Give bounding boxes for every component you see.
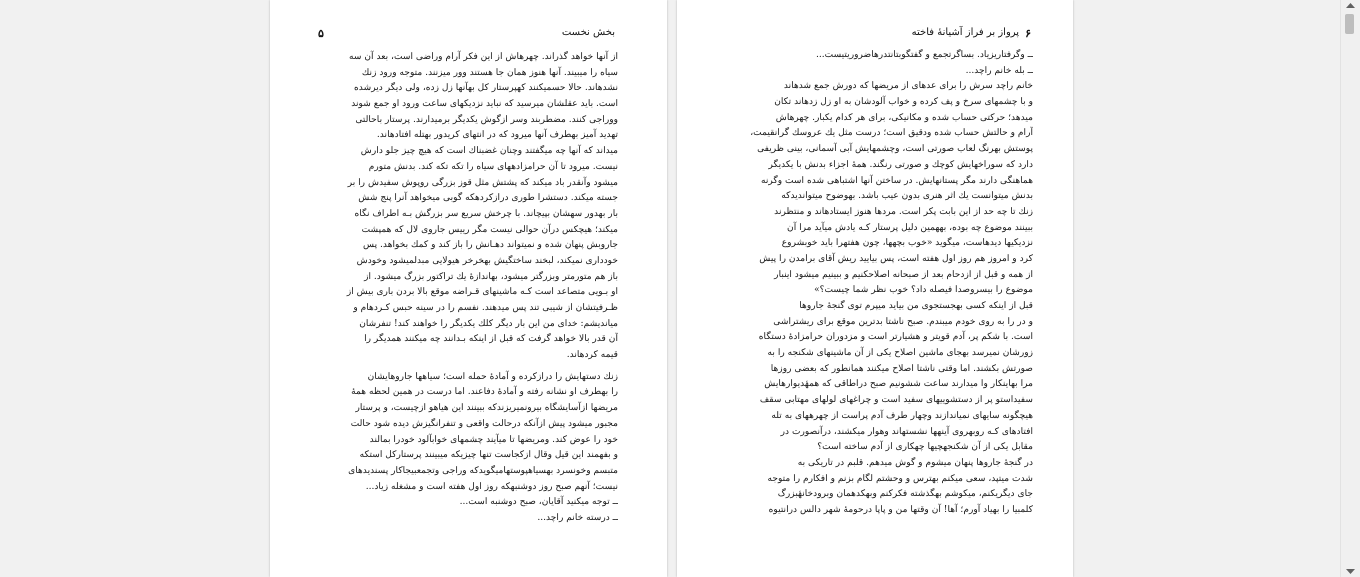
running-title: پرواز بر فراز آشیانهٔ فاخته: [911, 27, 1020, 38]
book-page-right: [677, 0, 1073, 577]
text-line: را بهطرف او نشانه رفته و آمادهٔ دفاعند. اما درست در همین لحظه همهٔ: [351, 387, 618, 398]
text-line: است. باید عقلشان میرسید که نباید نزدیکهای ساعت ورود او جمع شوند: [351, 99, 618, 110]
scrollbar-thumb[interactable]: [1345, 14, 1354, 34]
text-line: آن قدر بالا خواهد گرفت که قبل از اینکه بـدانند چه میکنند همدیگر را: [364, 334, 618, 345]
text-line: ــ توجه میکنید آقایان، صبح دوشنبه است...: [459, 497, 618, 508]
text-line: ــ وگرفتاریزیاد. بساگرتجمع و گفتگوبتانتدرهاضروریتیست...: [815, 50, 1033, 60]
page-header: [318, 27, 615, 40]
page-number: ۶: [1025, 27, 1031, 40]
text-line: قیمه کردهاند.: [566, 350, 618, 361]
text-line: مجبور میشود پیش ازآنکه درحالت واقعی و تنفرانگیزش دیده شود حالت: [350, 418, 618, 429]
text-line: نشدهاند. حالا حسمیکنند کهپرستار کل بهآنها زل زده، ولی دیگر دیرشده: [354, 83, 618, 94]
vertical-scrollbar[interactable]: [1340, 0, 1360, 577]
text-line: جاروبش پنهان شده و نمیتواند دهـانش را باز کند و کمك بخواهد. پس: [363, 240, 618, 251]
text-line: است. با شکم پر، آدم قویتر و هشیارتر است و مزدوران حرامزادهٔ دستگاه: [758, 332, 1033, 343]
text-line: میکند؛ هیچکس درآن حوالی نیست مگر رییس جاروی لال که همپشت: [361, 224, 618, 235]
text-line: باز هم متورمتر وبزرگتر میشود، بهاندازهٔ یك تراکتور بزرگ میشود. از: [364, 271, 618, 282]
text-line: ووراجی کنند. مضطربند وسر ازگوش یکدیگر برمیدارند. پرستار باحالتی: [355, 114, 618, 125]
text-line: از همه و قبل از ازدحام بعد از صبحانه اصلاحکنیم و ببینیم میشود اینبار: [774, 269, 1033, 280]
text-line: کرد و امروز هم روز اول هفته است، پس بیایید ریش آقای برامدن را پیش: [759, 253, 1033, 264]
text-line: آرام و حالتش حساب شده ودقیق است؛ درست مثل یك عروسك گرانقیمت،: [750, 128, 1033, 139]
book-page-left: [270, 0, 667, 577]
page-header: [719, 27, 1031, 40]
page-number: ۵: [318, 27, 324, 40]
page-body-text: [723, 48, 1033, 519]
text-line: و با چشمهای سرخ و پف کرده و خواب آلودشان به او زل زدهاند تکان: [774, 97, 1033, 108]
text-line: سفیداستو پر از دستشوییهای سفید است و چراغهای لولهای مهتابی سقف: [759, 395, 1033, 406]
text-line: مرا بهاینکار وا میدارند ساعت ششونیم صبح دراطاقی که همهٔدیوارهایش: [764, 379, 1033, 390]
text-line: میداند که آنها چه میگفتند وچنان غضبناك است که هیچ چیز جلو دارش: [360, 146, 618, 157]
text-line: متبسم وخونسرد بهسیاهپوستهامیگویدکه وراجی وتجمعبیجاکار پسندیدهای: [348, 465, 618, 476]
text-line: در گنجهٔ جاروها پنهان میشوم و گوش میدهم. قلبم در تاریکی به: [797, 457, 1033, 468]
text-line: میشود وآنقدر باد میکند که پشتش مثل قوز بزرگی روپوش سفیدش را بر: [347, 177, 618, 188]
text-line: صورتش بکشند. اما وقتی ناشتا اصلاح میکنند همانطور که بعضی روزها: [770, 363, 1033, 374]
text-line: او بـویی متصاعد است کـه ماشینهای قـراضه موقع بالا بردن باری بیش از: [346, 287, 618, 298]
text-line: مقابل یکی از آن شکنجهچیها چهکاری از آدم ساخته است؟: [817, 442, 1033, 453]
text-line: قبل از اینکه کسی بهجستجوی من بیاید میپرم توی گنجهٔ جاروها: [799, 301, 1033, 311]
text-line: ظـرفیتشان از شیبی تند پس میدهند. نفسم را در سینه حبس کـردهام و: [353, 303, 618, 313]
text-line: افتادهای کـه روبهروی آینهها نشستهاند وهوار میکشند، درآنصورت در: [780, 426, 1033, 437]
text-line: ــ بله خانم راچد...: [965, 65, 1033, 76]
text-line: نزدیکیها دیدهاست، میگوید «خوب بچهها، چون هفتهرا باید خوبشروع: [781, 238, 1033, 249]
scroll-down-arrow-icon[interactable]: [1341, 565, 1360, 577]
text-line: دارد که سوراخهایش کوچك و صورتی رنگند. همهٔ اجزاء بدنش با یکدیگر: [768, 159, 1033, 170]
text-line: خود را عوض کند. ومریضها تا میآیند چشمهای خوابآلود خودرا بمالند: [369, 434, 618, 445]
text-line: شدت میتپد، سعی میکنم بهترس و وحشتم لگام بزنم و افکارم را متوجه: [767, 473, 1033, 484]
text-line: کلمبیا را بهیاد آورم؛ آها! آن وقتها من و پاپا درحومهٔ شهر دالس درانتیوه: [768, 504, 1033, 515]
text-line: سیاه را میبیند. آنها هنوز همان جا هستند وور میزنند. متوجه ورود زنك: [361, 67, 618, 78]
text-line: از آنها خواهد گذراند. چهرهاش از این فکر آرام وراضی است، بعد آن سه: [348, 52, 618, 62]
page-body-text: [320, 50, 618, 527]
text-line: تهدید آمیز بهطرف آنها میرود که در انتهای کریدور بهتله افتادهاند.: [376, 130, 618, 141]
text-line: نیست. میرود تا آن حرامزادههای سیاه را تکه تکه کند. بدنش متورم: [368, 161, 618, 172]
text-line: نیست؛ آنهم صبح روز دوشنبهکه روز اول هفته است و مشغله زیاد...: [365, 481, 618, 492]
scroll-up-arrow-icon[interactable]: [1341, 0, 1360, 12]
text-line: زورشان نمیرسد بهجای ماشین اصلاح یکی از آن ماشینهای شکنجه را به: [767, 348, 1033, 359]
text-line: خودداری نمیکند، لبخند ساختگیش بهخرخر هیولایی مبدلمیشود وخودش: [356, 255, 618, 266]
text-line: و بفهمند این قیل وقال ازکجاست تنها چیزیکه میبینند پرستارکل استکه: [359, 450, 618, 461]
text-line: ببینند موضوع چه بوده، بههمین دلیل پرستار کـه یادش میآید مرا آن: [787, 222, 1033, 233]
text-line: بدنش میتوانست یك اثر هنری بدون عیب باشد. بهوضوح میتواندیدکه: [781, 191, 1033, 202]
text-line: میاندیشم: خدای من این بار دیگر کلك یکدیگر را خواهند کند! تنفرشان: [359, 318, 618, 329]
text-line: پوستش بهرنگ لعاب صورتی است، وچشمهایش آبی آسمانی، بینی ظریفی: [757, 144, 1033, 155]
text-line: جسته میکند. دستشرا طوری درازکردهکه گوبی میخواهد آنرا پنج شش: [358, 193, 618, 204]
text-line: هیچگونه سایهای نمیاندازند وچهار طرف آدم پراست از چهرههای به تله: [771, 410, 1033, 421]
text-line: موضوع را بیسروصدا فیصله داد؟ خوب نظر شما چیست؟»: [814, 285, 1033, 296]
text-line: بار بهدور سهشان بپیچاند. با چرخش سریع سر بزرگش بـه اطراف نگاه: [354, 208, 618, 219]
text-line: هماهنگی دارند مگر پستانهایش. در ساختن آنها اشتباهی شده است وگرنه: [760, 175, 1033, 186]
running-title: بخش نخست: [561, 27, 615, 38]
text-line: مریضها ازآسایشگاه بیرونمیریزندکه ببینند این هیاهو ازچیست، و پرستار: [355, 403, 618, 414]
text-line: جای دیگریکنم، میکوشم بهگذشته فکرکنم وبهکدهمان وبرودخانهٔبزرگ: [777, 489, 1033, 500]
text-line: خانم راچد سرش را برای عدهای از مریضها که دورش جمع شدهاند: [783, 81, 1033, 92]
text-line: ــ درسته خانم راچد...: [537, 512, 618, 523]
text-line: و در را به روی خودم میبندم. صبح ناشتا بدترین موقع برای ریشتراشی: [773, 316, 1033, 327]
text-line: زنك دستهایش را درازکرده و آمادهٔ حمله است؛ سیاهها جاروهایشان: [367, 371, 618, 382]
text-line: زنك تا چه حد از این بابت پکر است. مردها هنوز ایستادهاند و منتظرند: [774, 206, 1033, 217]
text-line: میدهد؛ حرکتی حساب شده و مکانیکی، برای هر کدام یکبار. چهرهاش: [775, 112, 1033, 123]
